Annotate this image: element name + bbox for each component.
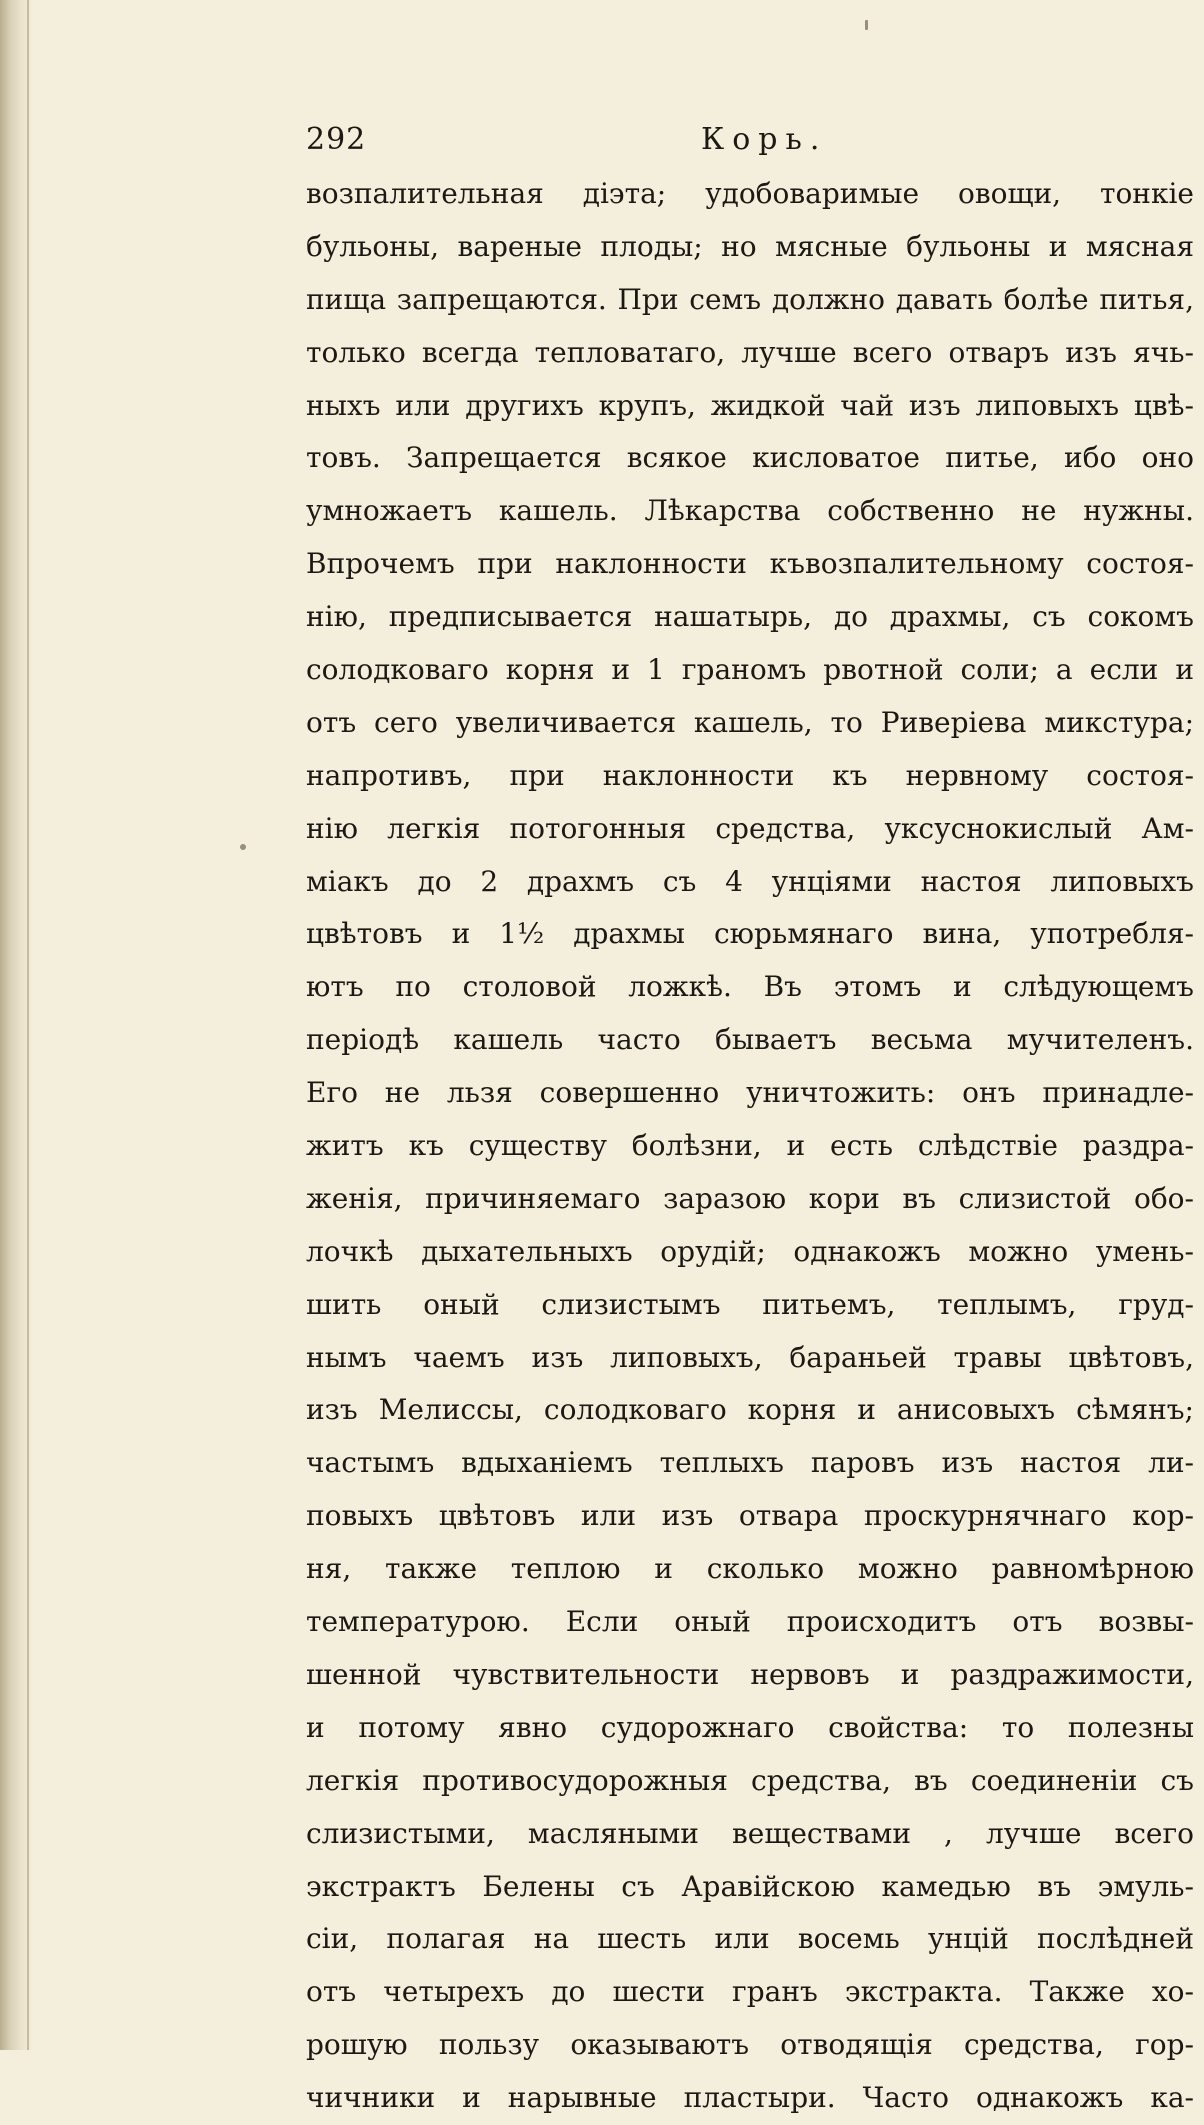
text-line: цвѣтовъ и 1½ драхмы сюрьмянаго вина, употребля- [306,917,1194,951]
text-line: изъ Мелиссы, солодковаго корня и анисовыхъ сѣмянъ; [306,1393,1194,1427]
text-line: экстрактъ Белены съ Аравійскою камедью въ эмуль- [306,1869,1194,1903]
text-line: солодковаго корня и 1 граномъ рвотной соли; а если и [306,653,1194,687]
text-line: ня, также теплою и сколько можно равномѣрною [306,1552,1194,1586]
running-title: Корь. [701,122,828,157]
text-line: періодѣ кашель часто бываетъ весьма мучителенъ. [306,1023,1194,1057]
text-line: шить оный слизистымъ питьемъ, теплымъ, груд- [306,1287,1194,1321]
text-line: шенной чувствительности нервовъ и раздражимости, [306,1657,1194,1691]
text-line: и потому явно судорожнаго свойства: то полезны [306,1710,1194,1744]
text-line: легкія противосудорожныя средства, въ соединеніи съ [306,1763,1194,1797]
text-line: чичники и нарывные пластыри. Часто однакожъ ка- [306,2081,1194,2115]
text-line: сіи, полагая на шесть или восемь унцій послѣдней [306,1922,1194,1956]
text-line: пища запрещаются. При семъ должно давать болѣе питья, [306,282,1194,316]
text-line: только всегда тепловатаго, лучше всего отваръ изъ ячь- [306,335,1194,369]
text-line: напротивъ, при наклонности къ нервному состоя- [306,758,1194,792]
text-line: умножаетъ кашель. Лѣкарства собственно не нужны. [306,494,1194,528]
text-line: частымъ вдыханіемъ теплыхъ паровъ изъ настоя ли- [306,1446,1194,1480]
text-line: нію, предписывается нашатырь, до драхмы, съ сокомъ [306,600,1194,634]
text-line: товъ. Запрещается всякое кисловатое питье, ибо оно [306,441,1194,475]
paper-speck [240,844,246,850]
text-line: Впрочемъ при наклонности къвозпалительному состоя- [306,547,1194,581]
text-line: ютъ по столовой ложкѣ. Въ этомъ и слѣдующемъ [306,970,1194,1004]
text-line: нымъ чаемъ изъ липовыхъ, бараньей травы цвѣтовъ, [306,1340,1194,1374]
text-line: возпалительная діэта; удобоваримые овощи, тонкіе [306,177,1194,210]
text-line: повыхъ цвѣтовъ или изъ отвара проскурнячнаго кор- [306,1499,1194,1533]
text-line: температурою. Если оный происходитъ отъ возвы- [306,1605,1194,1639]
text-line: слизистыми, масляными веществами , лучше всего [306,1816,1194,1850]
page-number: 292 [306,122,367,157]
text-line: лочкѣ дыхательныхъ орудій; однакожъ можно умень- [306,1234,1194,1268]
text-line: Его не льзя совершенно уничтожить: онъ принадле- [306,1076,1194,1110]
text-line: міакъ до 2 драхмъ съ 4 унціями настоя липовыхъ [306,864,1194,898]
text-line: женія, причиняемаго заразою кори въ слизистой обо- [306,1181,1194,1215]
page-header [306,118,1186,162]
text-line: бульоны, вареные плоды; но мясные бульоны и мясная [306,229,1194,263]
body-text [306,168,1194,2125]
text-line: нію легкія потогонныя средства, уксуснокислый Ам- [306,811,1194,845]
text-line: отъ сего увеличивается кашель, то Риверіева микстура; [306,705,1194,739]
text-line: рошую пользу оказываютъ отводящія средства, гор- [306,2028,1194,2062]
paper-speck [865,20,868,30]
text-line: ныхъ или другихъ крупъ, жидкой чай изъ липовыхъ цвѣ- [306,388,1194,422]
page-binding-line [27,0,29,2050]
text-line: житъ къ существу болѣзни, и есть слѣдствіе раздра- [306,1129,1194,1163]
text-line: отъ четырехъ до шести гранъ экстракта. Также хо- [306,1975,1194,2009]
